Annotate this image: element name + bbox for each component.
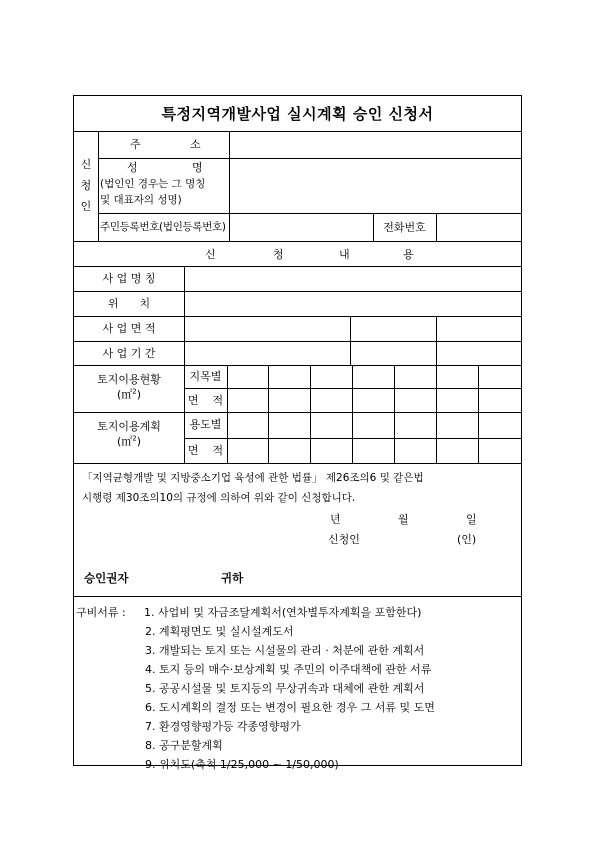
approver-suffix: 귀하 xyxy=(221,571,244,585)
project-period-field[interactable] xyxy=(185,342,350,365)
location-label: 위 치 xyxy=(107,297,151,310)
divider xyxy=(394,365,395,463)
content-header-char: 청 xyxy=(273,248,284,261)
document-item: 5. 공공시설물 및 토지등의 무상귀속과 대체에 관한 계획서 xyxy=(145,682,425,695)
area-sub-label: 면 적 xyxy=(187,444,224,457)
applicant-label-char: 청 xyxy=(80,179,92,192)
divider xyxy=(74,596,521,597)
divider xyxy=(436,365,437,463)
project-name-label: 사 업 명 칭 xyxy=(102,272,156,285)
seal-label: (인) xyxy=(457,533,477,546)
content-header-char: 용 xyxy=(403,248,414,261)
content-header-char: 내 xyxy=(339,248,350,261)
divider xyxy=(74,241,521,242)
divider xyxy=(227,365,228,463)
phone-label: 전화번호 xyxy=(383,221,426,234)
project-area-field[interactable] xyxy=(185,317,350,341)
divider xyxy=(352,365,353,463)
form-title: 특정지역개발사업 실시계획 승인 신청서 xyxy=(161,105,434,123)
divider xyxy=(350,316,351,366)
document-item: 6. 도시계획의 결정 또는 변경이 필요한 경우 그 서류 및 도면 xyxy=(145,701,435,714)
id-number-label: 주민등록번호(법인등록번호) xyxy=(100,221,226,233)
divider xyxy=(310,365,311,463)
project-period-label: 사 업 기 간 xyxy=(102,347,156,360)
declaration-line: 「지역균형개발 및 지방중소기업 육성에 관한 법률」 제26조의6 및 같은법 xyxy=(82,472,424,484)
address-field[interactable] xyxy=(230,132,521,158)
land-use-plan-unit: (㎡$^2$) xyxy=(116,434,142,448)
name-sub-label: 및 대표자의 성명) xyxy=(100,194,182,206)
divider xyxy=(74,412,521,413)
document-item: 8. 공구분할계획 xyxy=(145,739,223,752)
land-use-current-unit: (㎡$^2$) xyxy=(116,387,142,401)
address-label-char: 주 xyxy=(130,138,141,151)
applicant-sign-label: 신청인 xyxy=(328,533,360,546)
applicant-label-char: 신 xyxy=(80,158,92,171)
document-item: 9. 위치도(축척 1/25,000 ~ 1/50,000) xyxy=(145,758,339,771)
divider xyxy=(98,131,99,241)
document-item: 4. 토지 등의 매수·보상계획 및 주민의 이주대책에 관한 서류 xyxy=(145,663,432,676)
divider xyxy=(74,365,521,366)
area-sub-label: 면 적 xyxy=(187,394,224,407)
documents-label: 구비서류 : xyxy=(76,606,126,619)
date-day-label: 일 xyxy=(466,513,477,526)
id-number-field[interactable] xyxy=(230,214,373,241)
document-item: 7. 환경영향평가등 각종영향평가 xyxy=(145,720,301,733)
divider xyxy=(74,463,521,464)
date-year-label: 년 xyxy=(330,513,341,526)
declaration-line: 시행령 제30조의10의 규정에 의하여 위와 같이 신청합니다. xyxy=(82,492,356,504)
name-label-char: 성 xyxy=(127,161,138,174)
document-item: 2. 계획평면도 및 실시설계도서 xyxy=(145,625,294,638)
divider xyxy=(436,316,437,366)
land-use-current-label: 토지이용현황 xyxy=(97,373,161,386)
application-form xyxy=(73,95,522,771)
land-use-plan-label: 토지이용계획 xyxy=(97,420,161,433)
project-area-label: 사 업 면 적 xyxy=(102,322,156,335)
by-use-label: 용도별 xyxy=(189,418,222,431)
divider xyxy=(268,365,269,463)
date-month-label: 월 xyxy=(398,513,409,526)
address-label-char: 소 xyxy=(190,138,201,151)
project-name-field[interactable] xyxy=(185,267,521,291)
document-item: 3. 개발되는 토지 또는 시설물의 관리 · 처분에 관한 계획서 xyxy=(145,644,425,657)
name-label-char: 명 xyxy=(192,161,203,174)
divider xyxy=(478,365,479,463)
content-header-char: 신 xyxy=(205,248,216,261)
name-field[interactable] xyxy=(230,159,521,213)
applicant-label-char: 인 xyxy=(80,200,92,213)
approver-label: 승인권자 xyxy=(84,571,129,585)
name-sub-label: (법인인 경우는 그 명칭 xyxy=(100,178,206,190)
by-category-label: 지목별 xyxy=(189,370,222,383)
phone-field[interactable] xyxy=(437,214,521,241)
location-field[interactable] xyxy=(185,292,521,316)
document-item: 1. 사업비 및 자금조달계획서(연차별투자계획을 포함한다) xyxy=(144,606,422,619)
